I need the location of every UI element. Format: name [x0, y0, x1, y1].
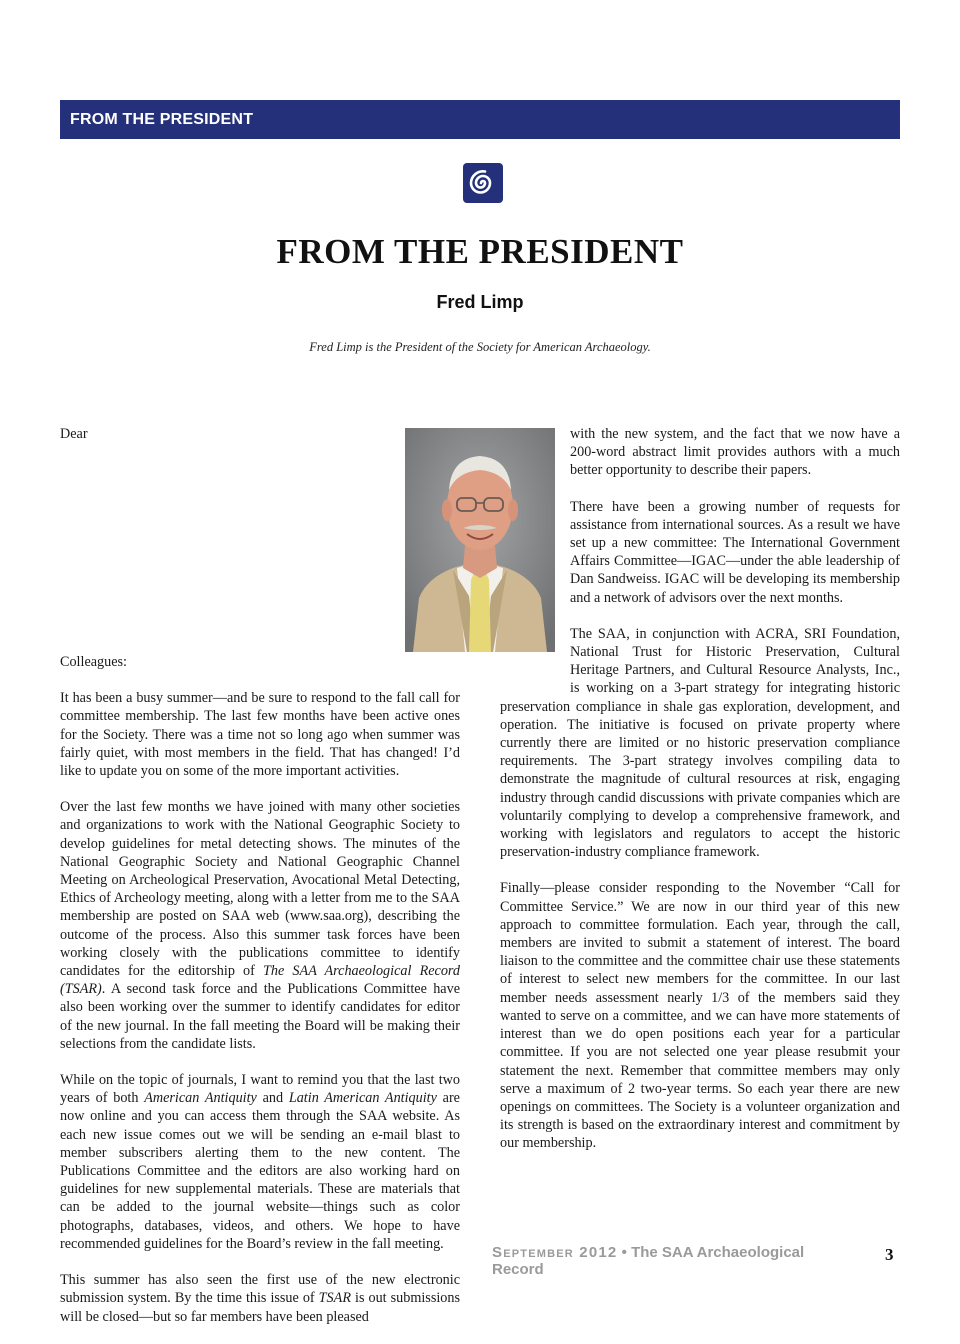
- footer-publication: The SAA Archaeological Record: [492, 1244, 805, 1278]
- left-column: [60, 425, 460, 1344]
- article-title: FROM THE PRESIDENT: [276, 232, 684, 271]
- article-author: Fred Limp: [436, 292, 524, 312]
- salutation: Dear Colleagues:: [60, 426, 127, 670]
- section-banner-label: FROM THE PRESIDENT: [70, 111, 254, 128]
- section-banner: [60, 100, 900, 139]
- page-footer: [492, 1244, 842, 1278]
- paragraph: The SAA, in conjunction with ACRA, SRI Foundation, National Trust for Historic Preservation, Cultural Heritage Partners, and Cultural Resource Analysts, Inc., is working on a 3-part strategy for integrating historic preservation compliance in shale gas exploration, development, and operation. The initiative is focused on private property where currently there are limited or no historic preservation compliance requirements. The 3-part strategy involves compiling data to demonstrate the magnitude of cultural resources at risk, engaging industry through candid discussions with private companies which are voluntarily complying to develop a comprehensive framework, and working with legislators and regulators to accept the historic preservation-industry compliance framework.: [500, 625, 900, 861]
- paragraph: Finally—please consider responding to the November “Call for Committee Service.” We are now in our third year of this new approach to committee formulation. Each year, through the call, members are invited to submit a statement of interest. The board liaison to the committee and the committee chair use these statements of interest to select new members for the committee. In our last member needs assessment nearly 1/3 of the members said they wanted to serve on a committee, and we can have more statements of interest than we do open positions each year for a particular committee. If you are not selected one year please resubmit your statement the next. Remember that committee members may only serve a maximum of 2 two-year terms. So each year there are new openings on committees. The Society is a volunteer organization and its strength is based on the extraordinary interest and commitment by our membership.: [500, 880, 900, 1152]
- paragraph: There have been a growing number of requests for assistance from international sources. As a result we have set up a new committee: The International Government Affairs Committee—IGAC—under the able leadership of Dan Sandweiss. IGAC will be developing its membership and a network of advisors over the next months.: [570, 498, 900, 606]
- paragraph: This summer has also seen the first use of the new electronic submission system. By the time this issue of TSAR is out submissions will be closed—but so far members have been pleased: [60, 1272, 460, 1325]
- spiral-icon: [462, 162, 504, 204]
- paragraph: While on the topic of journals, I want to remind you that the last two years of both American Antiquity and Latin American Antiquity are now online and you can access them through the SAA website. As each new issue comes out we will be sending an e-mail blast to member subscribers alerting them to the new content. The Publications Committee and the editors are also working hard on guidelines for new supplemental materials. These are materials that can be added to the journal website—things such as color photographs, databases, videos, and others. We hope to have recommended guidelines for the Board’s review in the fall meeting.: [60, 1072, 460, 1252]
- paragraph: It has been a busy summer—and be sure to respond to the fall call for committee membership. The last few months have been active ones for the Society. There was a time not so long ago when summer was fairly quiet, with most members in the field. That has changed! I’d like to update you on some of the more important activities.: [60, 690, 460, 780]
- footer-date: September 2012: [492, 1244, 618, 1261]
- right-column: [500, 425, 900, 1171]
- paragraph: with the new system, and the fact that we now have a 200-word abstract limit provides authors with a much better opportunity to describe their papers.: [570, 426, 900, 479]
- paragraph: Over the last few months we have joined with many other societies and organizations to work with the National Geographic Society to develop guidelines for metal detecting shows. The minutes of the National Geographic Society and National Geographic Channel Meeting on Archeological Preservation, Avocational Metal Detecting, Ethics of Archeology meeting, along with a letter from me to the SAA membership are posted on SAA web (www.saa.org), describing the outcome of the process. Also this summer task forces have been working closely with the publications committee to identify candidates for the editorship of The SAA Archaeological Record (TSAR). A second task force and the Publications Committee have also been working over the summer to identify candidates for editor of the new journal. In the fall meeting the Board will be making their selections from the candidate lists.: [60, 799, 461, 1052]
- footer-bullet: •: [621, 1244, 627, 1261]
- author-byline: Fred Limp is the President of the Society for American Archaeology.: [309, 340, 651, 354]
- page-number: 3: [885, 1245, 894, 1264]
